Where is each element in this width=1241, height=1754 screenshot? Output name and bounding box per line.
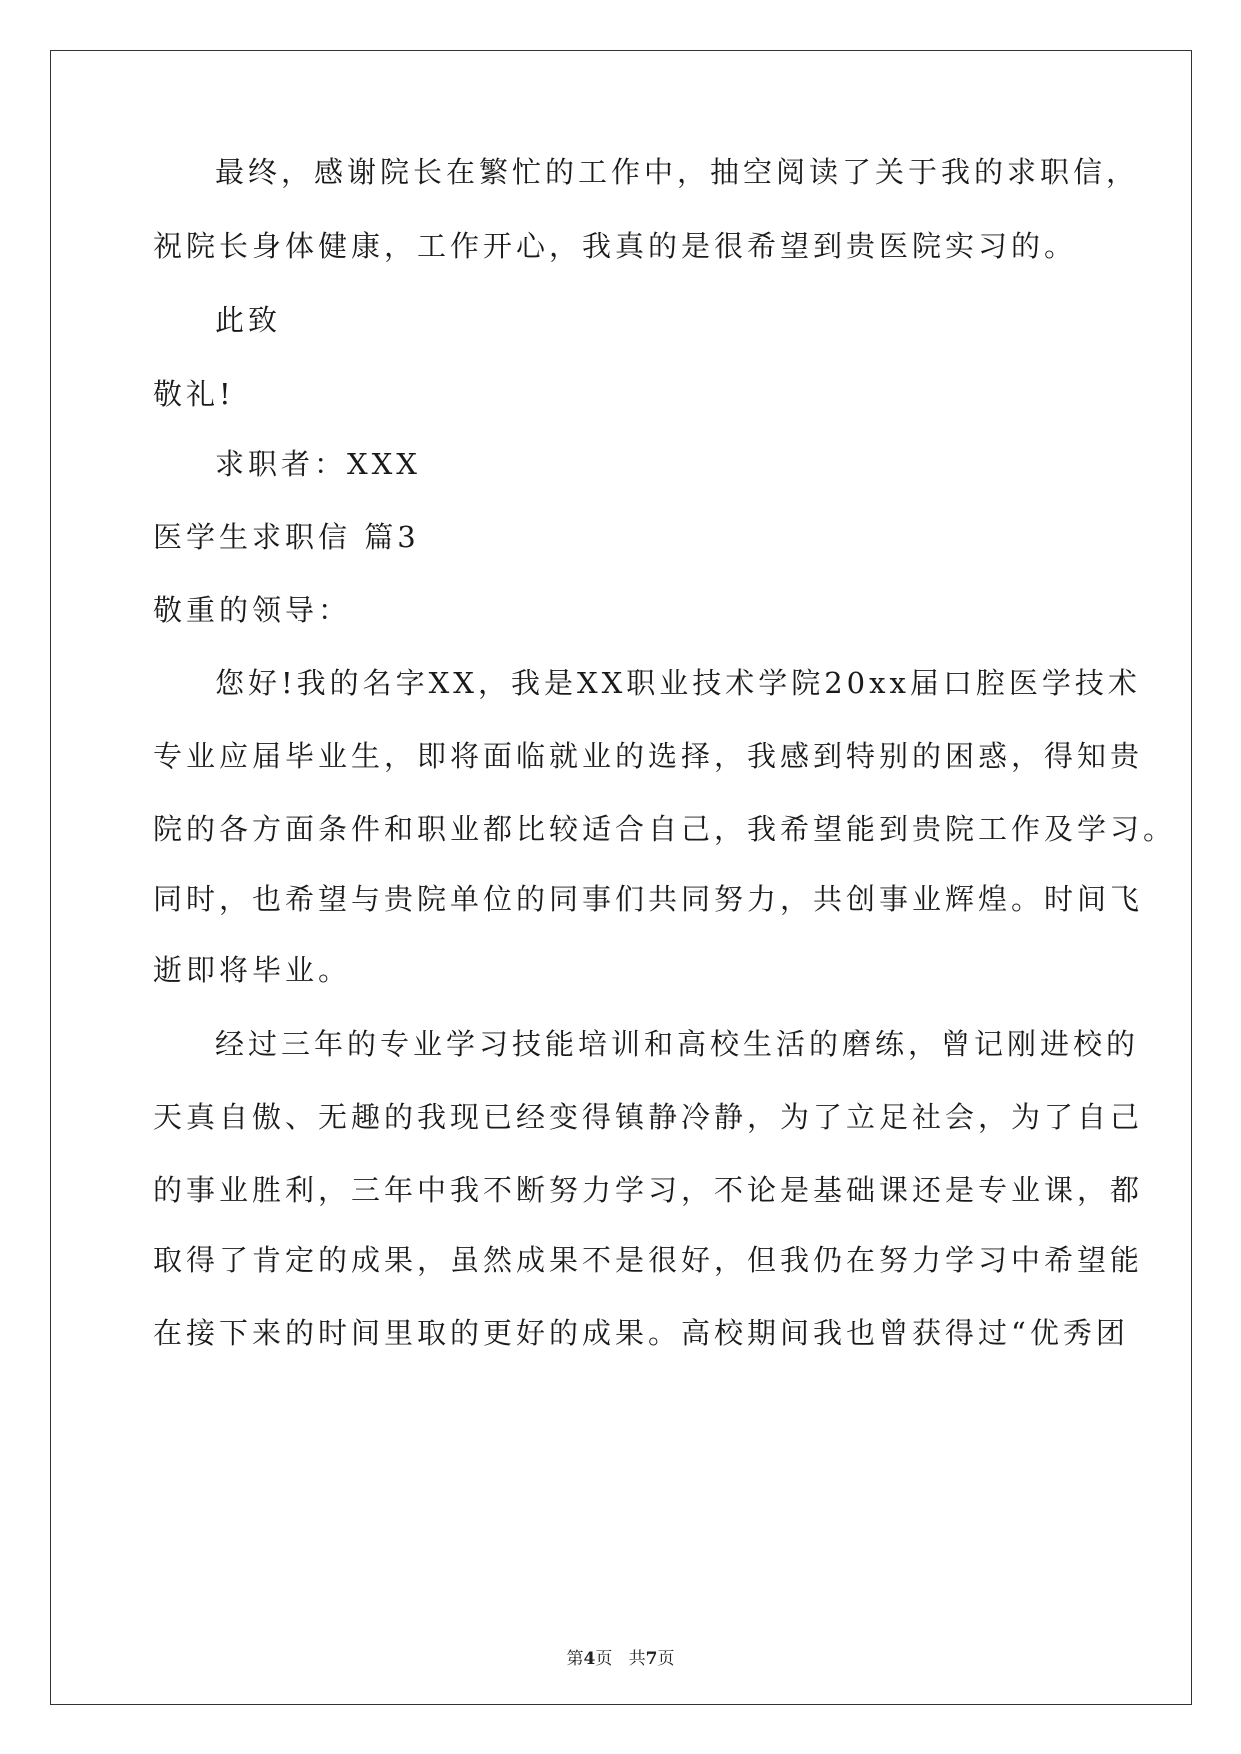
signature-line: 求职者：XXX <box>215 447 421 481</box>
body-line: 取得了肯定的成果，虽然成果不是很好，但我仍在努力学习中希望能 <box>153 1243 1144 1277</box>
section-heading: 医学生求职信 篇3 <box>153 520 420 554</box>
total-pages-number: 7 <box>645 1649 658 1669</box>
body-line: 天真自傲、无趣的我现已经变得镇静冷静，为了立足社会，为了自己 <box>153 1100 1144 1134</box>
page-border <box>50 50 1192 1705</box>
body-line: 在接下来的时间里取的更好的成果。高校期间我也曾获得过“优秀团 <box>153 1316 1129 1350</box>
footer-prefix: 第 <box>566 1649 584 1669</box>
greeting: 敬重的领导： <box>153 593 352 627</box>
body-line: 祝院长身体健康，工作开心，我真的是很希望到贵医院实习的。 <box>153 229 1078 263</box>
body-line: 您好!我的名字XX，我是XX职业技术学院20xx届口腔医学技术 <box>215 666 1141 700</box>
body-line: 的事业胜利，三年中我不断努力学习，不论是基础课还是专业课，都 <box>153 1173 1144 1207</box>
footer-total-unit: 页 <box>657 1649 675 1669</box>
footer-total-prefix: 共 <box>628 1649 646 1669</box>
closing-regards: 敬礼! <box>153 377 235 411</box>
page-footer <box>0 1648 1241 1670</box>
body-line: 经过三年的专业学习技能培训和高校生活的磨练，曾记刚进校的 <box>215 1027 1140 1061</box>
current-page-number: 4 <box>583 1649 596 1669</box>
body-line: 同时，也希望与贵院单位的同事们共同努力，共创事业辉煌。时间飞 <box>153 882 1144 916</box>
body-line: 逝即将毕业。 <box>153 953 352 987</box>
footer-page-unit: 页 <box>595 1649 613 1669</box>
body-line: 专业应届毕业生，即将面临就业的选择，我感到特别的困惑，得知贵 <box>153 739 1144 773</box>
body-line: 院的各方面条件和职业都比较适合自己，我希望能到贵院工作及学习。 <box>153 812 1177 846</box>
closing-salutation: 此致 <box>215 303 282 337</box>
body-line: 最终，感谢院长在繁忙的工作中，抽空阅读了关于我的求职信， <box>215 155 1140 189</box>
